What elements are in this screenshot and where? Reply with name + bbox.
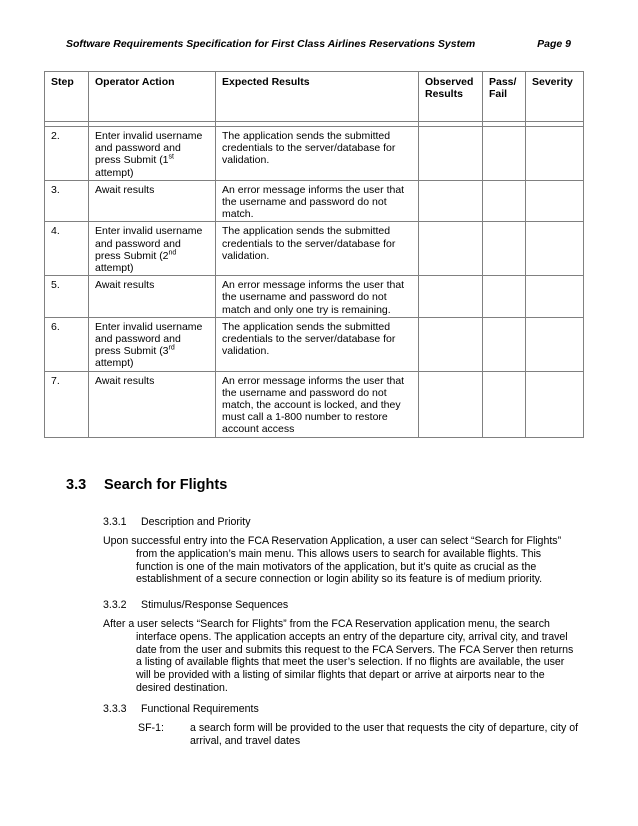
severity-cell xyxy=(526,180,584,222)
result-cell: The application sends the submitted credentials to the server/database for validation. xyxy=(216,317,419,371)
table-row xyxy=(45,180,584,222)
pass-fail-cell xyxy=(483,222,526,276)
action-cell: Enter invalid username and password and press Submit (3rd attempt) xyxy=(89,317,216,371)
table-row xyxy=(45,371,584,437)
subsection-title: Stimulus/Response Sequences xyxy=(141,599,289,611)
result-cell: An error message informs the user that the username and password do not match, the account is locked, and they must call a 1-800 number to restore account access xyxy=(216,371,419,437)
observed-cell xyxy=(419,371,483,437)
subsection-number: 3.3.3 xyxy=(103,703,127,715)
section-heading xyxy=(66,477,227,493)
subsection-heading xyxy=(103,703,259,715)
column-header: Pass/ Fail xyxy=(483,72,526,122)
observed-cell xyxy=(419,276,483,318)
step-cell: 6. xyxy=(45,317,89,371)
severity-cell xyxy=(526,371,584,437)
header-title: Software Requirements Specification for First Class Airlines Reservations System xyxy=(66,38,476,50)
action-cell: Await results xyxy=(89,371,216,437)
section-title: Search for Flights xyxy=(104,477,228,493)
step-cell: 3. xyxy=(45,180,89,222)
requirement-id: SF-1: xyxy=(138,722,164,734)
table-row xyxy=(45,127,584,181)
subsection-title: Functional Requirements xyxy=(141,703,259,715)
page-number: Page 9 xyxy=(537,38,571,50)
observed-cell xyxy=(419,222,483,276)
functional-requirement xyxy=(138,722,583,748)
step-cell: 4. xyxy=(45,222,89,276)
test-steps-table xyxy=(44,71,584,438)
stimulus-paragraph: After a user selects “Search for Flights” from the FCA Reservation application menu, the search interface opens. The application accepts an entry of the departure city, arrival city, and travel date from the user and submits this request to the FCA Servers. The FCA Server then returns a listing of available flights that meet the user’s selection. If no flights are available, the user will be provided with a listing of similar flights that depart or arrive at airports near to the desired destination. xyxy=(103,618,574,694)
subsection-heading xyxy=(103,599,288,611)
observed-cell xyxy=(419,180,483,222)
step-cell: 7. xyxy=(45,371,89,437)
severity-cell xyxy=(526,317,584,371)
section-number: 3.3 xyxy=(66,477,87,493)
result-cell: The application sends the submitted credentials to the server/database for validation. xyxy=(216,127,419,181)
table-row xyxy=(45,222,584,276)
result-cell: The application sends the submitted credentials to the server/database for validation. xyxy=(216,222,419,276)
step-cell: 5. xyxy=(45,276,89,318)
pass-fail-cell xyxy=(483,317,526,371)
subsection-heading xyxy=(103,516,251,528)
pass-fail-cell xyxy=(483,276,526,318)
result-cell: An error message informs the user that the username and password do not match and only one try is remaining. xyxy=(216,276,419,318)
column-header: Step xyxy=(45,72,89,122)
subsection-number: 3.3.1 xyxy=(103,516,127,528)
pass-fail-cell xyxy=(483,371,526,437)
table-row xyxy=(45,317,584,371)
action-cell: Await results xyxy=(89,180,216,222)
column-header: Expected Results xyxy=(216,72,419,122)
column-header: Severity xyxy=(526,72,584,122)
column-header: Observed Results xyxy=(419,72,483,122)
severity-cell xyxy=(526,276,584,318)
table-row xyxy=(45,276,584,318)
action-cell: Await results xyxy=(89,276,216,318)
pass-fail-cell xyxy=(483,180,526,222)
description-paragraph: Upon successful entry into the FCA Reservation Application, a user can select “Search for Flights” from the application’s main menu. This allows users to search for available flights. This function is one of the main motivators of the application, but it’s quite as crucial as the establishment of a secure connection or login ability so its feature is of medium priority. xyxy=(103,535,562,586)
requirement-text: a search form will be provided to the user that requests the city of departure, city of arrival, and travel dates xyxy=(190,722,579,747)
subsection-number: 3.3.2 xyxy=(103,599,127,611)
severity-cell xyxy=(526,127,584,181)
pass-fail-cell xyxy=(483,127,526,181)
subsection-title: Description and Priority xyxy=(141,516,251,528)
action-cell: Enter invalid username and password and press Submit (1st attempt) xyxy=(89,127,216,181)
action-cell: Enter invalid username and password and press Submit (2nd attempt) xyxy=(89,222,216,276)
step-cell: 2. xyxy=(45,127,89,181)
severity-cell xyxy=(526,222,584,276)
observed-cell xyxy=(419,127,483,181)
result-cell: An error message informs the user that the username and password do not match. xyxy=(216,180,419,222)
observed-cell xyxy=(419,317,483,371)
column-header: Operator Action xyxy=(89,72,216,122)
table-header-row xyxy=(45,72,584,122)
